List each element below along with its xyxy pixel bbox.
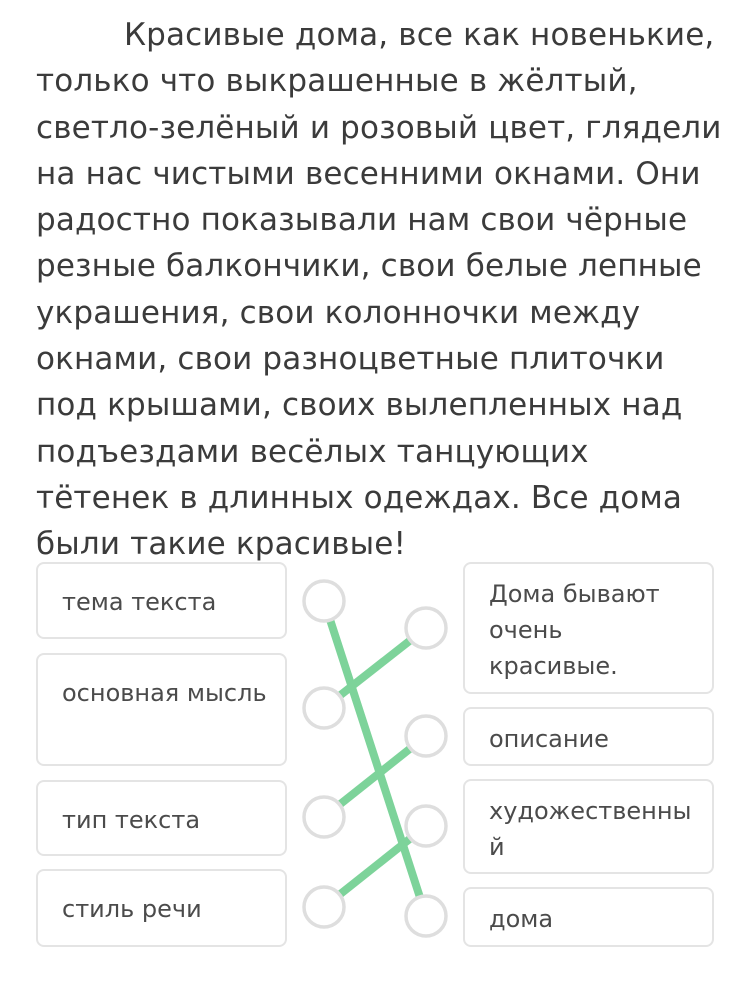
match-card-label: тема текста: [62, 588, 217, 616]
right-connector-dot[interactable]: [406, 896, 446, 936]
right-connector-dot[interactable]: [406, 608, 446, 648]
match-card-label: стиль речи: [62, 895, 202, 923]
right-connector-dot[interactable]: [406, 806, 446, 846]
right-connector-dot[interactable]: [406, 716, 446, 756]
match-card-label: тип текста: [62, 806, 201, 834]
answer-card-label: художественный: [489, 797, 692, 861]
left-connector-dot[interactable]: [304, 581, 344, 621]
match-card-label: основная мысль: [62, 679, 267, 707]
answer-card-label: дома: [489, 905, 554, 933]
answer-card-label: описание: [489, 725, 609, 753]
left-connector-dot[interactable]: [304, 797, 344, 837]
left-connector-dot[interactable]: [304, 688, 344, 728]
left-connector-dot[interactable]: [304, 887, 344, 927]
reading-passage: Красивые дома, все как новенькие, только что выкрашенные в жёлтый, светло-зелёный и розовый цвет, глядели на нас чистыми весенними окнами. Они радостно показывали нам свои чёрные резные балкончики, свои белые лепные украшения, свои колонночки между окнами, свои разноцветные плиточки под крышами, своих вылепленных над подъездами весёлых танцующих тётенек в длинных одеждах. Все дома были такие красивые!: [36, 17, 722, 563]
answer-card-label: Дома бывают очень красивые.: [489, 580, 660, 680]
